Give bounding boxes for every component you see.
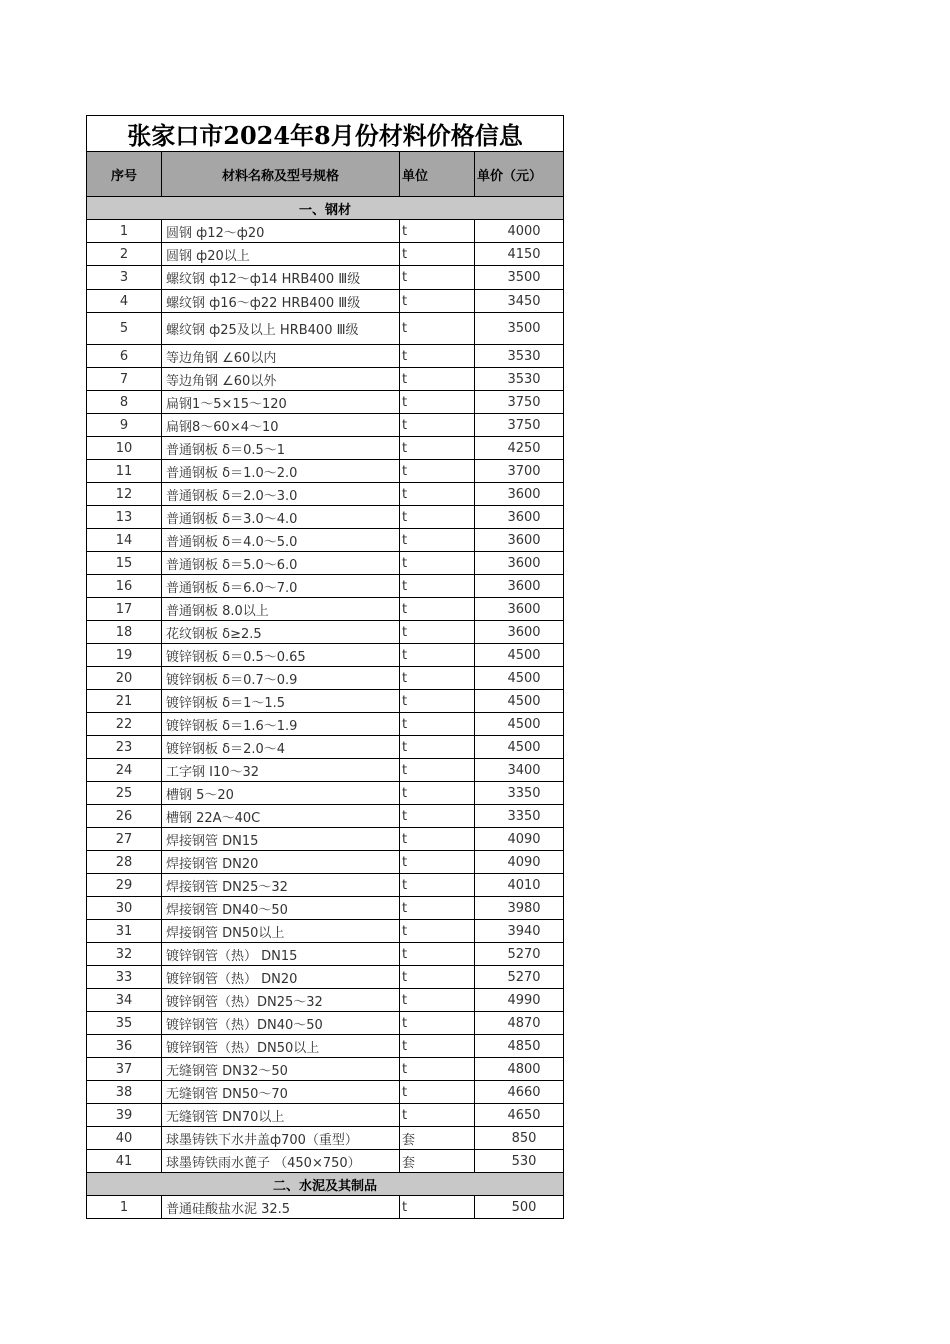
material-name: 球墨铸铁下水井盖ф700（重型） bbox=[162, 1127, 400, 1150]
row-index: 5 bbox=[87, 313, 162, 345]
unit: t bbox=[400, 391, 475, 414]
table-row bbox=[87, 828, 564, 851]
material-name: 圆钢 ф12～ф20 bbox=[162, 220, 400, 243]
section-row bbox=[87, 1173, 564, 1196]
unit: t bbox=[400, 313, 475, 345]
material-name: 焊接钢管 DN15 bbox=[162, 828, 400, 851]
row-index: 22 bbox=[87, 713, 162, 736]
price: 3530 bbox=[475, 345, 564, 368]
material-name: 普通钢板 δ＝0.5～1 bbox=[162, 437, 400, 460]
material-name: 无缝钢管 DN70以上 bbox=[162, 1104, 400, 1127]
row-index: 39 bbox=[87, 1104, 162, 1127]
row-index: 4 bbox=[87, 290, 162, 313]
unit: t bbox=[400, 897, 475, 920]
row-index: 8 bbox=[87, 391, 162, 414]
material-name: 槽钢 5～20 bbox=[162, 782, 400, 805]
table-row bbox=[87, 851, 564, 874]
table-row bbox=[87, 667, 564, 690]
price: 4150 bbox=[475, 243, 564, 266]
material-name: 普通钢板 δ＝4.0～5.0 bbox=[162, 529, 400, 552]
row-index: 24 bbox=[87, 759, 162, 782]
row-index: 38 bbox=[87, 1081, 162, 1104]
table-row bbox=[87, 1196, 564, 1219]
material-name: 普通钢板 δ＝3.0～4.0 bbox=[162, 506, 400, 529]
header-index: 序号 bbox=[87, 152, 162, 197]
table-row bbox=[87, 736, 564, 759]
row-index: 36 bbox=[87, 1035, 162, 1058]
section-title: 一、钢材 bbox=[87, 197, 564, 220]
row-index: 32 bbox=[87, 943, 162, 966]
unit: t bbox=[400, 966, 475, 989]
material-name: 镀锌钢板 δ＝2.0～4 bbox=[162, 736, 400, 759]
price: 4500 bbox=[475, 736, 564, 759]
unit: t bbox=[400, 266, 475, 290]
unit: t bbox=[400, 552, 475, 575]
material-name: 槽钢 22A～40C bbox=[162, 805, 400, 828]
unit: t bbox=[400, 1104, 475, 1127]
unit: t bbox=[400, 759, 475, 782]
unit: t bbox=[400, 874, 475, 897]
table-row bbox=[87, 1081, 564, 1104]
row-index: 27 bbox=[87, 828, 162, 851]
price: 850 bbox=[475, 1127, 564, 1150]
price: 3750 bbox=[475, 391, 564, 414]
price: 3450 bbox=[475, 290, 564, 313]
row-index: 29 bbox=[87, 874, 162, 897]
table-row bbox=[87, 690, 564, 713]
unit: 套 bbox=[400, 1150, 475, 1173]
table-row bbox=[87, 989, 564, 1012]
material-name: 无缝钢管 DN32～50 bbox=[162, 1058, 400, 1081]
price: 3600 bbox=[475, 552, 564, 575]
unit: t bbox=[400, 1012, 475, 1035]
unit: t bbox=[400, 1081, 475, 1104]
table-row bbox=[87, 621, 564, 644]
row-index: 14 bbox=[87, 529, 162, 552]
row-index: 7 bbox=[87, 368, 162, 391]
price: 3600 bbox=[475, 621, 564, 644]
material-name: 工字钢 Ⅰ10～32 bbox=[162, 759, 400, 782]
unit: t bbox=[400, 1058, 475, 1081]
unit: t bbox=[400, 437, 475, 460]
table-row bbox=[87, 920, 564, 943]
table-row bbox=[87, 943, 564, 966]
table-row bbox=[87, 1012, 564, 1035]
price: 3600 bbox=[475, 575, 564, 598]
table-row bbox=[87, 391, 564, 414]
price: 4250 bbox=[475, 437, 564, 460]
price: 3500 bbox=[475, 266, 564, 290]
price: 5270 bbox=[475, 943, 564, 966]
page-title: 张家口市2024年8月份材料价格信息 bbox=[87, 116, 564, 152]
price: 4650 bbox=[475, 1104, 564, 1127]
unit: t bbox=[400, 920, 475, 943]
price: 3750 bbox=[475, 414, 564, 437]
unit: t bbox=[400, 1035, 475, 1058]
price: 3500 bbox=[475, 313, 564, 345]
unit: t bbox=[400, 460, 475, 483]
price: 3600 bbox=[475, 598, 564, 621]
unit: t bbox=[400, 368, 475, 391]
price: 3530 bbox=[475, 368, 564, 391]
material-name: 无缝钢管 DN50～70 bbox=[162, 1081, 400, 1104]
header-material: 材料名称及型号规格 bbox=[162, 152, 400, 197]
table-row bbox=[87, 782, 564, 805]
table-row bbox=[87, 437, 564, 460]
price: 4090 bbox=[475, 828, 564, 851]
unit: t bbox=[400, 989, 475, 1012]
unit: t bbox=[400, 598, 475, 621]
unit: t bbox=[400, 828, 475, 851]
row-index: 11 bbox=[87, 460, 162, 483]
table-row bbox=[87, 414, 564, 437]
material-name: 镀锌钢板 δ＝0.5～0.65 bbox=[162, 644, 400, 667]
material-name: 扁钢8～60×4～10 bbox=[162, 414, 400, 437]
price: 4990 bbox=[475, 989, 564, 1012]
material-name: 焊接钢管 DN40～50 bbox=[162, 897, 400, 920]
table-row bbox=[87, 805, 564, 828]
section-title: 二、水泥及其制品 bbox=[87, 1173, 564, 1196]
table-row bbox=[87, 759, 564, 782]
table-row bbox=[87, 966, 564, 989]
material-name: 普通钢板 8.0以上 bbox=[162, 598, 400, 621]
row-index: 16 bbox=[87, 575, 162, 598]
table-row bbox=[87, 220, 564, 243]
price: 4090 bbox=[475, 851, 564, 874]
row-index: 15 bbox=[87, 552, 162, 575]
price: 500 bbox=[475, 1196, 564, 1219]
row-index: 3 bbox=[87, 266, 162, 290]
material-name: 镀锌钢管（热）DN40～50 bbox=[162, 1012, 400, 1035]
unit: t bbox=[400, 1196, 475, 1219]
price-table bbox=[86, 115, 564, 1219]
material-name: 花纹钢板 δ≥2.5 bbox=[162, 621, 400, 644]
row-index: 25 bbox=[87, 782, 162, 805]
price: 4660 bbox=[475, 1081, 564, 1104]
unit: t bbox=[400, 220, 475, 243]
table-row bbox=[87, 345, 564, 368]
material-name: 焊接钢管 DN50以上 bbox=[162, 920, 400, 943]
row-index: 23 bbox=[87, 736, 162, 759]
material-name: 镀锌钢板 δ＝1～1.5 bbox=[162, 690, 400, 713]
price: 3940 bbox=[475, 920, 564, 943]
material-name: 镀锌钢管（热） DN15 bbox=[162, 943, 400, 966]
unit: t bbox=[400, 667, 475, 690]
material-name: 螺纹钢 ф16～ф22 HRB400 Ⅲ级 bbox=[162, 290, 400, 313]
material-name: 焊接钢管 DN25～32 bbox=[162, 874, 400, 897]
unit: t bbox=[400, 805, 475, 828]
table-row bbox=[87, 1035, 564, 1058]
unit: t bbox=[400, 644, 475, 667]
unit: t bbox=[400, 575, 475, 598]
table-row bbox=[87, 1104, 564, 1127]
material-name: 镀锌钢管（热） DN20 bbox=[162, 966, 400, 989]
unit: t bbox=[400, 243, 475, 266]
unit: t bbox=[400, 483, 475, 506]
price: 3600 bbox=[475, 529, 564, 552]
table-row bbox=[87, 313, 564, 345]
material-name: 镀锌钢板 δ＝0.7～0.9 bbox=[162, 667, 400, 690]
row-index: 2 bbox=[87, 243, 162, 266]
row-index: 35 bbox=[87, 1012, 162, 1035]
price: 530 bbox=[475, 1150, 564, 1173]
table-row bbox=[87, 1127, 564, 1150]
price: 4500 bbox=[475, 644, 564, 667]
material-name: 圆钢 ф20以上 bbox=[162, 243, 400, 266]
unit: t bbox=[400, 690, 475, 713]
section-row bbox=[87, 197, 564, 220]
table-row bbox=[87, 598, 564, 621]
table-row bbox=[87, 874, 564, 897]
table-row bbox=[87, 644, 564, 667]
table-row bbox=[87, 483, 564, 506]
table-row bbox=[87, 552, 564, 575]
row-index: 34 bbox=[87, 989, 162, 1012]
price: 3600 bbox=[475, 483, 564, 506]
price: 4500 bbox=[475, 690, 564, 713]
price: 4010 bbox=[475, 874, 564, 897]
row-index: 17 bbox=[87, 598, 162, 621]
material-name: 普通钢板 δ＝5.0～6.0 bbox=[162, 552, 400, 575]
table-row bbox=[87, 575, 564, 598]
material-name: 螺纹钢 ф25及以上 HRB400 Ⅲ级 bbox=[162, 313, 400, 345]
row-index: 40 bbox=[87, 1127, 162, 1150]
unit: t bbox=[400, 290, 475, 313]
table-row bbox=[87, 506, 564, 529]
row-index: 41 bbox=[87, 1150, 162, 1173]
row-index: 20 bbox=[87, 667, 162, 690]
price: 3400 bbox=[475, 759, 564, 782]
price: 3700 bbox=[475, 460, 564, 483]
price: 3600 bbox=[475, 506, 564, 529]
price: 3350 bbox=[475, 805, 564, 828]
unit: t bbox=[400, 713, 475, 736]
table-row bbox=[87, 266, 564, 290]
row-index: 30 bbox=[87, 897, 162, 920]
row-index: 6 bbox=[87, 345, 162, 368]
unit: t bbox=[400, 345, 475, 368]
table-row bbox=[87, 713, 564, 736]
row-index: 37 bbox=[87, 1058, 162, 1081]
material-name: 普通钢板 δ＝1.0～2.0 bbox=[162, 460, 400, 483]
price: 4850 bbox=[475, 1035, 564, 1058]
price: 3350 bbox=[475, 782, 564, 805]
price: 4500 bbox=[475, 667, 564, 690]
row-index: 1 bbox=[87, 1196, 162, 1219]
row-index: 28 bbox=[87, 851, 162, 874]
material-name: 普通钢板 δ＝2.0～3.0 bbox=[162, 483, 400, 506]
price: 4800 bbox=[475, 1058, 564, 1081]
row-index: 1 bbox=[87, 220, 162, 243]
row-index: 13 bbox=[87, 506, 162, 529]
header-unit: 单位 bbox=[400, 152, 475, 197]
unit: t bbox=[400, 621, 475, 644]
unit: t bbox=[400, 782, 475, 805]
table-row bbox=[87, 243, 564, 266]
price: 4000 bbox=[475, 220, 564, 243]
unit: t bbox=[400, 943, 475, 966]
price: 5270 bbox=[475, 966, 564, 989]
table-row bbox=[87, 1150, 564, 1173]
material-name: 扁钢1～5×15～120 bbox=[162, 391, 400, 414]
unit: t bbox=[400, 851, 475, 874]
material-name: 普通硅酸盐水泥 32.5 bbox=[162, 1196, 400, 1219]
price: 3980 bbox=[475, 897, 564, 920]
material-name: 普通钢板 δ＝6.0～7.0 bbox=[162, 575, 400, 598]
row-index: 26 bbox=[87, 805, 162, 828]
price: 4500 bbox=[475, 713, 564, 736]
material-name: 镀锌钢板 δ＝1.6～1.9 bbox=[162, 713, 400, 736]
table-row bbox=[87, 529, 564, 552]
table-row bbox=[87, 290, 564, 313]
table-row bbox=[87, 368, 564, 391]
material-name: 螺纹钢 ф12～ф14 HRB400 Ⅲ级 bbox=[162, 266, 400, 290]
unit: t bbox=[400, 506, 475, 529]
table-row bbox=[87, 460, 564, 483]
table-row bbox=[87, 897, 564, 920]
unit: 套 bbox=[400, 1127, 475, 1150]
material-name: 镀锌钢管（热）DN50以上 bbox=[162, 1035, 400, 1058]
price: 4870 bbox=[475, 1012, 564, 1035]
material-name: 焊接钢管 DN20 bbox=[162, 851, 400, 874]
unit: t bbox=[400, 414, 475, 437]
header-price: 单价（元） bbox=[475, 152, 564, 197]
unit: t bbox=[400, 529, 475, 552]
row-index: 21 bbox=[87, 690, 162, 713]
row-index: 10 bbox=[87, 437, 162, 460]
table-row bbox=[87, 1058, 564, 1081]
row-index: 12 bbox=[87, 483, 162, 506]
material-name: 球墨铸铁雨水蓖子 （450×750） bbox=[162, 1150, 400, 1173]
material-name: 等边角钢 ∠60以内 bbox=[162, 345, 400, 368]
row-index: 19 bbox=[87, 644, 162, 667]
row-index: 31 bbox=[87, 920, 162, 943]
row-index: 33 bbox=[87, 966, 162, 989]
material-name: 等边角钢 ∠60以外 bbox=[162, 368, 400, 391]
unit: t bbox=[400, 736, 475, 759]
material-name: 镀锌钢管（热）DN25～32 bbox=[162, 989, 400, 1012]
row-index: 18 bbox=[87, 621, 162, 644]
row-index: 9 bbox=[87, 414, 162, 437]
